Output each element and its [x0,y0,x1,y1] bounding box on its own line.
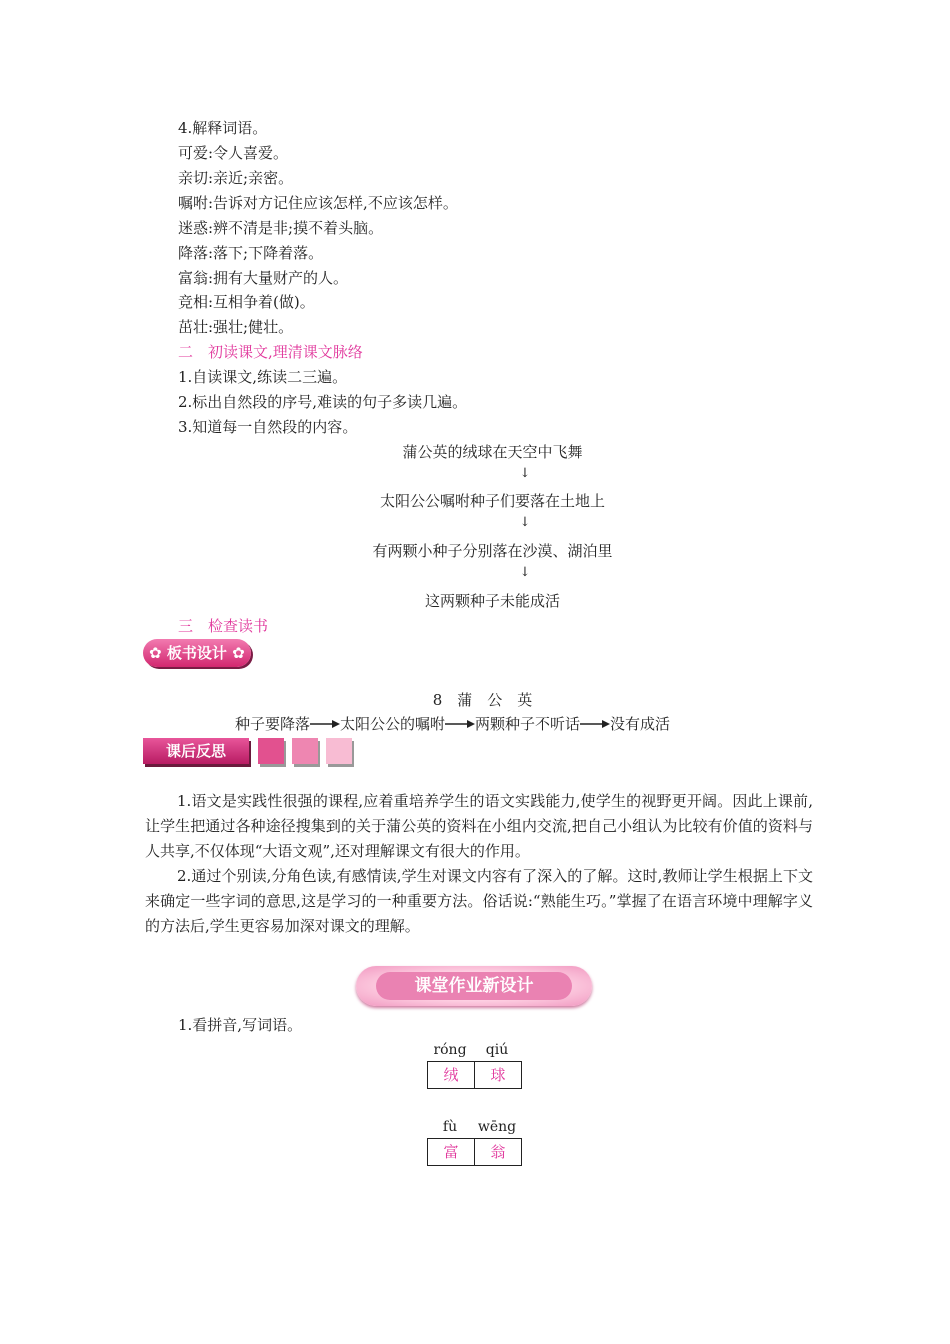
word-box[interactable] [427,1138,522,1166]
flow-step: 蒲公英的绒球在天空中飞舞 [402,443,583,461]
pinyin: qiú [485,1042,509,1058]
decor-square [258,738,284,764]
right-arrow-icon [580,719,610,729]
homework-banner [356,966,592,1006]
reflection-paragraph: 1.语文是实践性很强的课程,应着重培养学生的语文实践能力,使学生的视野更开阔。因此上课前,让学生把通过各种途径搜集到的关于蒲公英的资料在小组内交流,把自己小组认为比较有价值的资料与人共享,不仅体现“大语文观”,还对理解课文有很大的作用。 [145,792,813,860]
definition-item: 可爱:令人喜爱。 [178,144,289,162]
question-1: 1.看拼音,写词语。 [178,1016,303,1034]
flow-step: 有两颗小种子分别落在沙漠、湖泊里 [372,542,613,560]
homework-banner-label: 课堂作业新设计 [376,972,572,1000]
pinyin: wēng [477,1119,517,1135]
definition-item: 迷惑:辨不清是非;摸不着头脑。 [178,219,384,237]
board-chain [235,714,670,734]
board-design-badge [143,639,251,667]
decor-square [292,738,318,764]
step-item: 1.自读课文,练读二三遍。 [178,368,348,386]
star-icon: ✿ [232,644,245,662]
pinyin: fù [442,1119,458,1135]
flow-step: 这两颗种子未能成活 [424,592,560,610]
definition-item: 亲切:亲近;亲密。 [178,169,294,187]
pinyin: róng [433,1042,467,1058]
chain-step: 太阳公公的嘱咐 [340,715,446,733]
section-4-heading: 4.解释词语。 [178,119,268,137]
down-arrow-icon: ↓ [519,565,531,580]
board-design-label: 板书设计 [166,644,227,662]
char-cell: 绒 [443,1066,459,1084]
chain-step: 没有成活 [610,715,671,733]
down-arrow-icon: ↓ [519,515,531,530]
down-arrow-icon: ↓ [519,466,531,481]
flow-step: 太阳公公嘱咐种子们要落在土地上 [379,492,605,510]
char-cell: 翁 [474,1139,521,1165]
definition-item: 茁壮:强壮;健壮。 [178,318,294,336]
right-arrow-icon [445,719,475,729]
char-cell: 球 [474,1062,521,1088]
definition-item: 降落:落下;下降着落。 [178,244,324,262]
definition-item: 嘱咐:告诉对方记住应该怎样,不应该怎样。 [178,194,458,212]
chain-step: 种子要降落 [235,715,311,733]
char-cell: 富 [443,1143,459,1161]
chain-step: 两颗种子不听话 [475,715,581,733]
decor-square [326,738,352,764]
reflection-paragraph: 2.通过个别读,分角色读,有感情读,学生对课文内容有了深入的了解。这时,教师让学生根据上下文来确定一些字词的意思,这是学习的一种重要方法。俗话说:“熟能生巧。”掌握了在语言环境中理解字义的方法后,学生更容易加深对课文的理解。 [145,867,813,935]
reflection-badge: 课后反思 [143,738,249,764]
step-item: 3.知道每一自然段的内容。 [178,418,358,436]
definition-item: 富翁:拥有大量财产的人。 [178,269,349,287]
part-2-heading: 二 初读课文,理清课文脉络 [178,343,363,361]
part-3-heading: 三 检查读书 [178,617,269,635]
star-icon: ✿ [149,644,162,662]
step-item: 2.标出自然段的序号,难读的句子多读几遍。 [178,393,468,411]
word-box[interactable] [427,1061,522,1089]
board-title: 8 蒲 公 英 [432,691,533,709]
right-arrow-icon [310,719,340,729]
definition-item: 竞相:互相争着(做)。 [178,293,315,311]
